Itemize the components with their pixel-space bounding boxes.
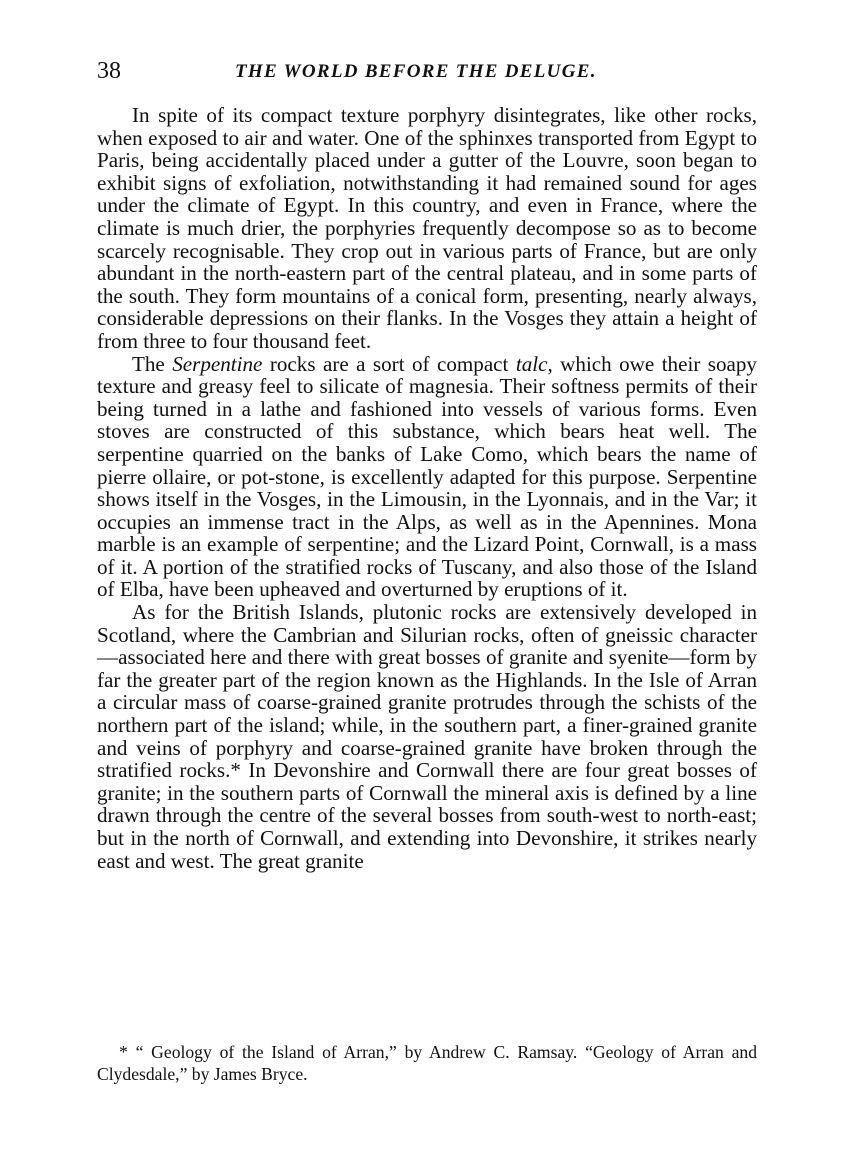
running-title: THE WORLD BEFORE THE DELUGE. <box>235 61 597 82</box>
page-number: 38 <box>97 58 121 84</box>
paragraph-text-segment: , which owe their soapy texture and greasy feel to silicate of magnesia. Their softness permits of their being turned in a lathe and fashioned into vessels of various forms. Even stoves are constructed of this substance, which bears heat well. The serpentine quarried on the banks of Lake Como, which bears the name of pierre ollaire, or pot-stone, is excellently adapted for this purpose. Serpentine shows itself in the Vosges, in the Limousin, in the Lyonnais, and in the Var; it occupies an immense tract in the Alps, as well as in the Apennines. Mona marble is an example of serpentine; and the Lizard Point, Cornwall, is a mass of it. A portion of the stratified rocks of Tuscany, and also those of the Island of Elba, have been upheaved and overturned by eruptions of it. <box>97 351 757 602</box>
paragraph-text-segment: rocks are a sort of compact <box>262 351 516 376</box>
footnote-text: * “ Geology of the Island of Arran,” by Andrew C. Ramsay. “Geology of Arran and Clydesdale,” by James Bryce. <box>97 1042 757 1084</box>
paragraph-serpentine <box>97 353 757 602</box>
paragraph-text-segment: The <box>132 351 173 376</box>
page <box>97 58 757 872</box>
paragraph-british-islands: As for the British Islands, plutonic rocks are extensively developed in Scotland, where the Cambrian and Silurian rocks, often of gneissic character—associated here and there with great bosses of granite and syenite—form by far the greater part of the region known as the Highlands. In the Isle of Arran a circular mass of coarse-grained granite protrudes through the schists of the northern part of the island; while, in the southern part, a finer-grained granite and veins of porphyry and coarse-grained granite have broken through the stratified rocks.* In Devonshire and Cornwall there are four great bosses of granite; in the southern parts of Cornwall the mineral axis is defined by a line drawn through the centre of the several bosses from south-west to north-east; but in the north of Cornwall, and extending into Devonshire, it strikes nearly east and west. The great granite <box>97 600 757 873</box>
italic-term-talc: talc <box>515 351 548 376</box>
paragraph-porphyry: In spite of its compact texture porphyry disintegrates, like other rocks, when exposed to air and water. One of the sphinxes transported from Egypt to Paris, being accidentally placed under a gutter of the Louvre, soon began to exhibit signs of exfoliation, notwithstanding it had remained sound for ages under the climate of Egypt. In this country, and even in France, where the climate is much drier, the porphyries frequently decompose so as to become scarcely recognisable. They crop out in various parts of France, but are only abundant in the north-eastern part of the central plateau, and in some parts of the south. They form mountains of a conical form, presenting, nearly always, considerable depressions on their flanks. In the Vosges they attain a height of from three to four thousand feet. <box>97 103 757 353</box>
body-text <box>97 104 757 872</box>
italic-term-serpentine: Serpentine <box>172 351 263 376</box>
running-head <box>97 58 757 92</box>
footnote <box>97 1041 757 1085</box>
